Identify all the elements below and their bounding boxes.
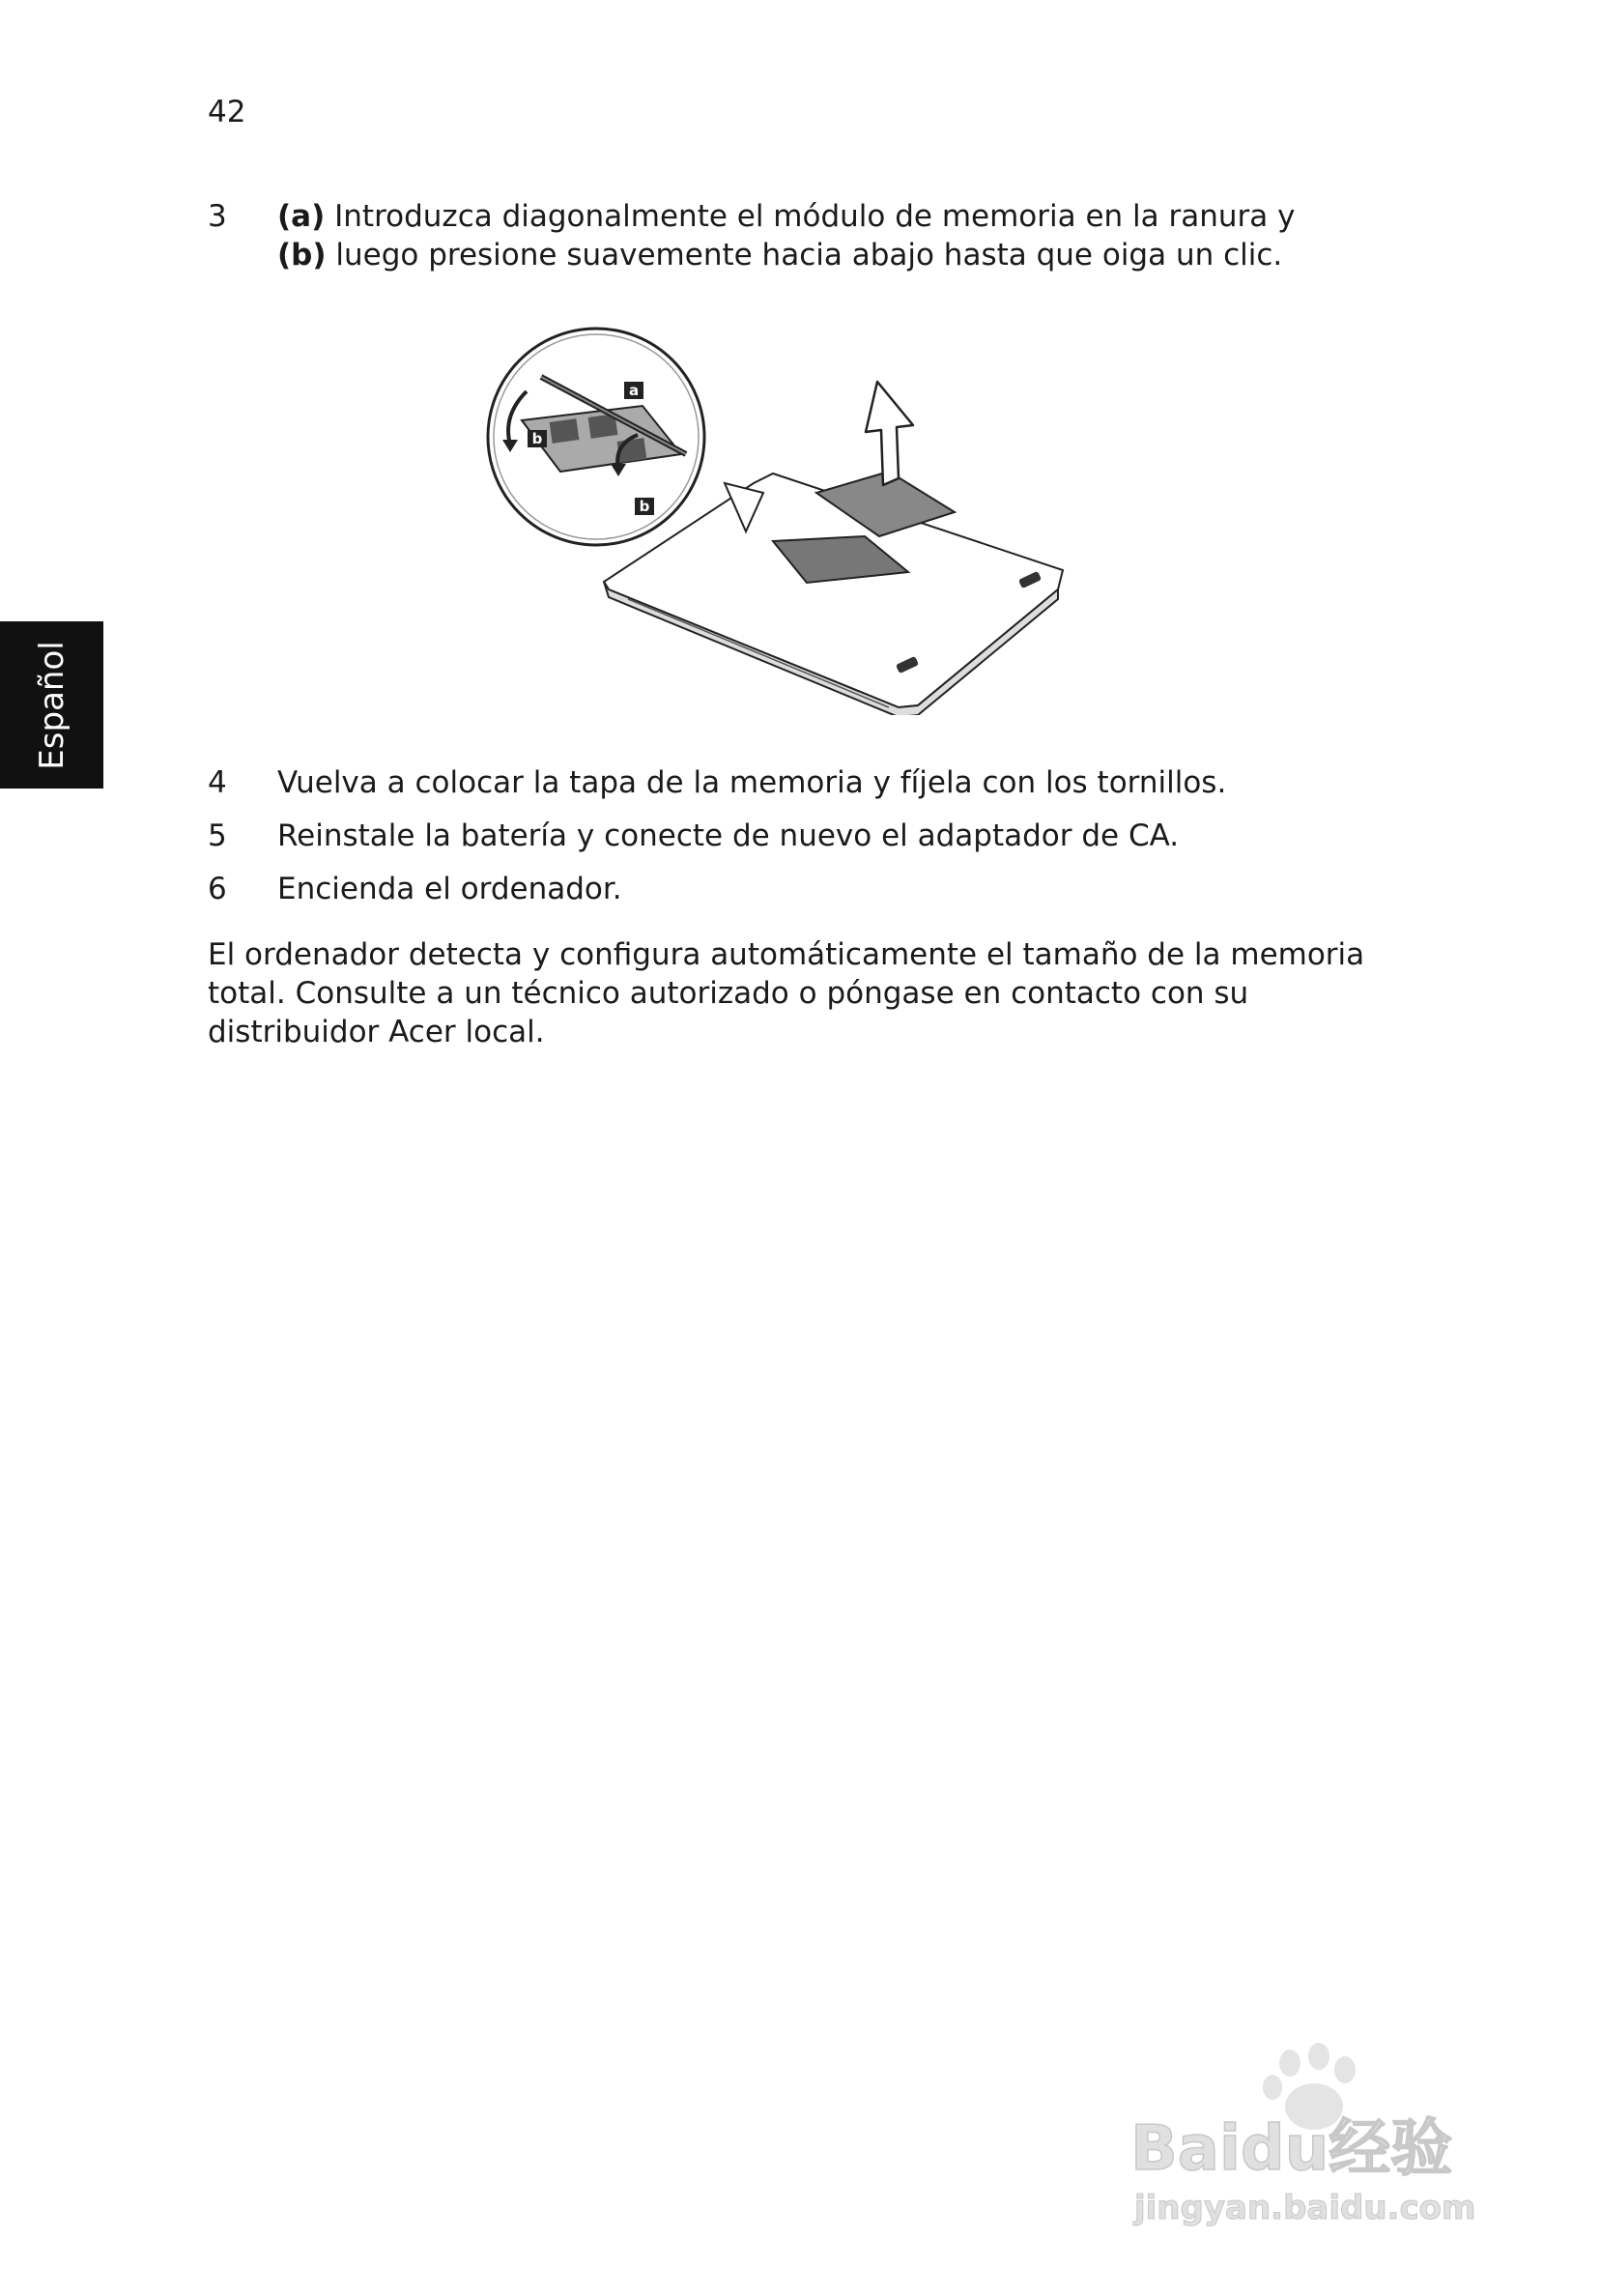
- step-text: Encienda el ordenador.: [277, 872, 622, 906]
- callout-label-b: [635, 498, 654, 515]
- lift-arrow-icon: [866, 382, 913, 485]
- watermark-url: jingyan.baidu.com: [1134, 2189, 1476, 2227]
- language-tab-label: Español: [32, 640, 71, 770]
- step-number: 3: [208, 199, 227, 234]
- summary-line: total. Consulte a un técnico autorizado o póngase en contacto con su: [208, 976, 1249, 1011]
- step-line-text: Introduzca diagonalmente el módulo de memoria en la ranura y: [325, 199, 1296, 234]
- step-number: 5: [208, 818, 227, 853]
- figure-label: b: [639, 498, 650, 515]
- summary-line: distribuidor Acer local.: [208, 1015, 545, 1049]
- language-tab: [0, 621, 103, 789]
- step-text: Vuelva a colocar la tapa de la memoria y fíjela con los tornillos.: [277, 765, 1227, 800]
- memory-install-illustration: [483, 309, 1072, 715]
- figure-label: a: [628, 382, 640, 399]
- step-line: [277, 197, 1296, 236]
- step-number: 4: [208, 765, 227, 800]
- summary-line: El ordenador detecta y configura automáticamente el tamaño de la memoria: [208, 937, 1365, 972]
- summary-paragraph: [208, 935, 1364, 1051]
- figure-label: b: [531, 430, 543, 447]
- step-text: [277, 197, 1296, 274]
- step-text: Reinstale la batería y conecte de nuevo el adaptador de CA.: [277, 818, 1180, 853]
- baidu-watermark: [1121, 2039, 1507, 2232]
- page-number: 42: [208, 95, 246, 129]
- callout-label-b: [528, 430, 547, 447]
- callout-label-a: [624, 382, 643, 399]
- step-marker: (a): [277, 199, 326, 234]
- step-line: [277, 236, 1296, 274]
- watermark-logo-text: Baidu经验: [1130, 2113, 1453, 2185]
- step-line-text: luego presione suavemente hacia abajo hasta que oiga un clic.: [326, 238, 1283, 273]
- step-number: 6: [208, 872, 227, 906]
- step-marker: (b): [277, 238, 327, 273]
